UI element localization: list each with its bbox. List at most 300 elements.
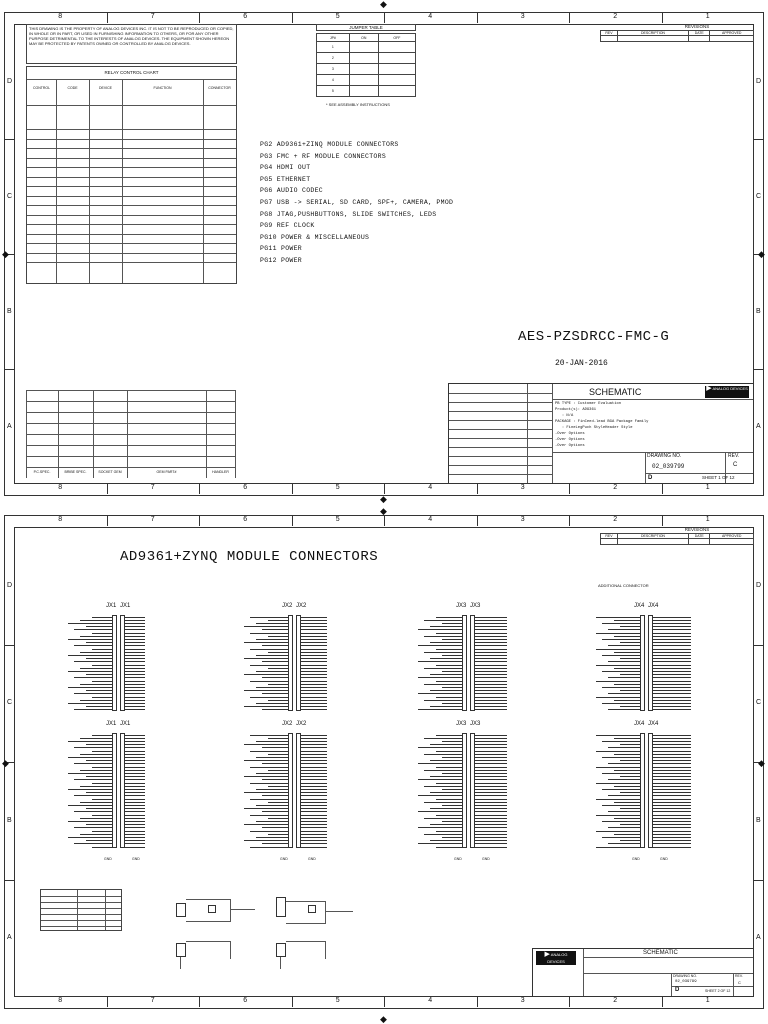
- connector-pin: [475, 738, 507, 739]
- connector-ref: JX3: [470, 603, 481, 609]
- connector-pin: [86, 824, 112, 825]
- connector-pin: [301, 751, 327, 752]
- connector-pin: [430, 760, 462, 761]
- zone-letter: A: [756, 422, 761, 430]
- connector-pin: [653, 786, 691, 787]
- jumper-col-header: OFF: [378, 34, 415, 42]
- connector-pin: [125, 763, 145, 764]
- center-mark-bottom: ◆: [380, 1014, 387, 1024]
- connector-pin: [125, 837, 145, 838]
- connector-ref: JX4: [648, 721, 659, 727]
- schematic-line: [449, 393, 552, 394]
- center-mark-right: ◆: [758, 249, 765, 259]
- connector-pin: [301, 767, 327, 768]
- connector-body: [462, 733, 467, 848]
- connector-pin: [442, 741, 462, 742]
- connector-pin: [602, 757, 640, 758]
- jumper-on-cell: [349, 53, 378, 64]
- connector-pin: [475, 760, 507, 761]
- connector-pin: [596, 799, 640, 800]
- connector-pin: [68, 655, 112, 656]
- connector-pin: [653, 773, 691, 774]
- page-title: AD9361+ZYNQ MODULE CONNECTORS: [120, 549, 379, 565]
- connector-pin: [602, 655, 640, 656]
- connector-pin: [475, 767, 507, 768]
- sheet-size: D: [675, 987, 680, 993]
- zone-tick: [662, 484, 663, 494]
- connector-pin: [80, 802, 112, 803]
- jumper-row: [317, 75, 416, 86]
- connector-pin: [250, 649, 288, 650]
- connector-pin: [653, 757, 691, 758]
- schematic-line: [41, 902, 121, 903]
- connector-pin: [436, 697, 462, 698]
- connector-pin: [653, 661, 691, 662]
- schematic-line: [27, 215, 236, 216]
- board-date: 20-JAN-2016: [555, 359, 608, 368]
- connector-pin: [475, 754, 507, 755]
- connector-pin: [653, 735, 691, 736]
- connector-pin: [125, 681, 145, 682]
- connector-pin: [596, 767, 640, 768]
- connector-pin: [430, 674, 462, 675]
- connector-pin: [262, 827, 288, 828]
- connector-pin: [301, 747, 327, 748]
- connector-pin: [125, 665, 145, 666]
- connector-pin: [430, 792, 462, 793]
- connector-pin: [653, 744, 691, 745]
- connector-pin: [125, 690, 145, 691]
- page-list-item: PG9 REF CLOCK: [260, 222, 315, 230]
- connector-pin: [125, 847, 145, 848]
- schematic-sheet-2: [0, 506, 768, 1024]
- connector-pin: [301, 687, 327, 688]
- connector-pin: [475, 811, 507, 812]
- zone-tick: [569, 997, 570, 1007]
- connector-body: [288, 615, 293, 711]
- zone-tick: [384, 13, 385, 23]
- connector-pin: [424, 738, 462, 739]
- zone-letter: D: [756, 581, 762, 589]
- zone-tick: [477, 484, 478, 494]
- center-mark-left: ◆: [2, 249, 9, 259]
- connector-pin: [301, 744, 327, 745]
- connector-pin: [620, 674, 640, 675]
- schematic-line: [27, 139, 236, 140]
- schematic-line: [27, 234, 236, 235]
- zone-tick: [754, 369, 764, 370]
- schematic-line: [27, 253, 236, 254]
- connector-pin: [86, 760, 112, 761]
- connector-pin: [268, 754, 288, 755]
- connector-pin: [442, 671, 462, 672]
- connector-pin: [125, 671, 145, 672]
- connector-pin: [620, 658, 640, 659]
- connector-pin: [301, 642, 327, 643]
- connector-pin: [92, 815, 112, 816]
- center-mark-bottom: ◆: [380, 494, 387, 504]
- connector-pin: [80, 652, 112, 653]
- jumper-row: [317, 42, 416, 53]
- connector-pin: [602, 671, 640, 672]
- schematic-label: SCHEMATIC: [589, 387, 642, 397]
- connector-pin: [125, 658, 145, 659]
- connector-pin: [653, 815, 691, 816]
- relay-chart-header: FUNCTION: [153, 86, 172, 90]
- connector-pin: [653, 770, 691, 771]
- connector-pin: [125, 655, 145, 656]
- connector-pin: [125, 815, 145, 816]
- connector-pin: [653, 831, 691, 832]
- revisions-block: [600, 527, 754, 547]
- connector-pin: [262, 795, 288, 796]
- page-list-item: PG5 ETHERNET: [260, 175, 311, 183]
- connector-pin: [596, 617, 640, 618]
- connector-pin: [653, 633, 691, 634]
- connector-ref: JX3: [456, 721, 467, 727]
- connector-pin: [442, 623, 462, 624]
- connector-pin: [475, 703, 507, 704]
- connector-pin: [653, 805, 691, 806]
- connector-pin: [256, 773, 288, 774]
- connector-pin: [244, 642, 288, 643]
- connector-pin: [268, 652, 288, 653]
- connector-pin: [436, 831, 462, 832]
- zone-letter: C: [756, 699, 762, 707]
- connector-pin: [430, 776, 462, 777]
- filter-circuit-1: [168, 887, 258, 927]
- jumper-number: 3: [317, 64, 350, 75]
- zone-tick: [662, 516, 663, 526]
- connector-pin: [244, 840, 288, 841]
- ground-label: GND: [104, 857, 112, 861]
- jumper-number: 4: [317, 75, 350, 86]
- rev-label: REV.: [735, 974, 743, 978]
- connector-pin: [125, 773, 145, 774]
- connector-ref: JX2: [296, 721, 307, 727]
- additional-connector-label: ADDITIONAL CONNECTOR: [598, 583, 649, 588]
- sheet-size: D: [648, 475, 653, 481]
- connector-pin: [608, 629, 640, 630]
- connector-pin: [442, 687, 462, 688]
- connector-pin: [244, 674, 288, 675]
- connector-pin: [268, 786, 288, 787]
- connector-pin: [436, 735, 462, 736]
- connector-pin: [250, 617, 288, 618]
- page-list-item: PG11 POWER: [260, 245, 303, 253]
- connector-pin: [475, 818, 507, 819]
- connector-pin: [653, 776, 691, 777]
- title-block-desc-line: : N/A: [555, 414, 574, 418]
- connector-pin: [596, 783, 640, 784]
- connector-pin: [125, 700, 145, 701]
- parts-footer-label: OEM PART#: [156, 470, 177, 474]
- connector-pin: [653, 617, 691, 618]
- connector-pin: [653, 840, 691, 841]
- zone-tick: [662, 997, 663, 1007]
- connector-pin: [475, 652, 507, 653]
- center-mark-top: ◆: [380, 0, 387, 9]
- connector-pin: [80, 700, 112, 701]
- connector-pin: [244, 808, 288, 809]
- schematic-line: [235, 390, 236, 478]
- title-block-desc-line: -Over Options: [555, 444, 585, 448]
- connector-pin: [68, 671, 112, 672]
- connector-pin: [125, 834, 145, 835]
- connector-pin: [475, 620, 507, 621]
- connector-pin: [424, 620, 462, 621]
- connector-pin: [74, 661, 112, 662]
- connector-pin: [620, 744, 640, 745]
- connector-pin: [74, 843, 112, 844]
- connector-pin: [614, 636, 640, 637]
- notice-box: [26, 24, 237, 64]
- connector-pin: [614, 700, 640, 701]
- page-list-item: PG6 AUDIO CODEC: [260, 187, 324, 195]
- connector-ref: JX3: [456, 603, 467, 609]
- connector-pin: [125, 843, 145, 844]
- connector-pin: [250, 751, 288, 752]
- connector-pin: [262, 693, 288, 694]
- zone-number: 8: [58, 484, 63, 491]
- connector-pin: [125, 620, 145, 621]
- connector-pin: [602, 741, 640, 742]
- connector-pin: [608, 827, 640, 828]
- connector-pin: [430, 642, 462, 643]
- zone-letter: D: [7, 77, 13, 85]
- connector-pin: [620, 792, 640, 793]
- connector-pin: [475, 690, 507, 691]
- connector-pin: [475, 687, 507, 688]
- zone-number: 6: [243, 484, 248, 491]
- connector-pin: [80, 786, 112, 787]
- analog-devices-logo: ▶ ANALOG DEVICES: [705, 386, 749, 398]
- zone-number: 7: [150, 13, 155, 20]
- connector-pin: [74, 827, 112, 828]
- connector-ref: JX2: [296, 603, 307, 609]
- connector-pin: [301, 623, 327, 624]
- connector-body: [640, 733, 645, 848]
- connector-pin: [602, 837, 640, 838]
- connector-pin: [301, 811, 327, 812]
- zone-tick: [477, 13, 478, 23]
- connector-pin: [653, 684, 691, 685]
- connector-pin: [301, 840, 327, 841]
- zone-number: 8: [58, 997, 63, 1004]
- connector-pin: [475, 677, 507, 678]
- connector-pin: [653, 639, 691, 640]
- connector-pin: [653, 751, 691, 752]
- zone-letter: A: [7, 422, 12, 430]
- connector-pin: [125, 751, 145, 752]
- connector-pin: [418, 645, 462, 646]
- connector-pin: [475, 837, 507, 838]
- connector-pin: [418, 747, 462, 748]
- schematic-line: [449, 429, 552, 430]
- connector-pin: [262, 843, 288, 844]
- relay-chart-header: DEVICE: [98, 86, 113, 90]
- connector-pin: [125, 703, 145, 704]
- jumper-on-cell: [349, 75, 378, 86]
- zone-tick: [107, 997, 108, 1007]
- connector-pin: [424, 636, 462, 637]
- connector-pin: [74, 779, 112, 780]
- connector-pin: [430, 824, 462, 825]
- connector-pin: [301, 620, 327, 621]
- schematic-line: [27, 196, 236, 197]
- connector-pin: [268, 818, 288, 819]
- zone-tick: [292, 997, 293, 1007]
- connector-pin: [653, 818, 691, 819]
- connector-pin: [301, 636, 327, 637]
- zone-tick: [292, 484, 293, 494]
- connector-pin: [436, 617, 462, 618]
- connector-pin: [614, 684, 640, 685]
- connector-pin: [418, 827, 462, 828]
- zone-tick: [199, 997, 200, 1007]
- connector-pin: [475, 779, 507, 780]
- schematic-line: [449, 420, 552, 421]
- parts-footer-label: P.C.SPEC.: [33, 470, 51, 474]
- connector-pin: [653, 626, 691, 627]
- connector-pin: [475, 681, 507, 682]
- parts-footer-label: BRIBE SPEC.: [64, 470, 87, 474]
- connector-pin: [301, 639, 327, 640]
- zone-tick: [569, 13, 570, 23]
- connector-pin: [86, 792, 112, 793]
- zone-tick: [569, 516, 570, 526]
- title-block: [532, 948, 754, 997]
- connector-pin: [653, 674, 691, 675]
- ground-label: GND: [660, 857, 668, 861]
- page-list-item: PG12 POWER: [260, 256, 303, 264]
- connector-pin: [125, 757, 145, 758]
- connector-pin: [653, 779, 691, 780]
- zone-letter: B: [756, 307, 761, 315]
- zone-number: 7: [150, 484, 155, 491]
- connector-pin: [301, 847, 327, 848]
- connector-pin: [301, 824, 327, 825]
- parts-table: [26, 390, 237, 484]
- connector-pin: [430, 808, 462, 809]
- connector-pin: [80, 818, 112, 819]
- connector-pin: [620, 690, 640, 691]
- connector-pin: [262, 811, 288, 812]
- zone-tick: [754, 139, 764, 140]
- connector-pin: [653, 620, 691, 621]
- connector-pin: [430, 626, 462, 627]
- connector-pin: [301, 776, 327, 777]
- connector-pin: [653, 658, 691, 659]
- connector-pin: [418, 629, 462, 630]
- zone-tick: [199, 516, 200, 526]
- connector-pin: [92, 649, 112, 650]
- connector-pin: [608, 763, 640, 764]
- zone-tick: [4, 139, 14, 140]
- connector-pin: [602, 687, 640, 688]
- connector-pin: [608, 677, 640, 678]
- connector-pin: [436, 681, 462, 682]
- connector-pin: [86, 706, 112, 707]
- connector-pin: [301, 655, 327, 656]
- zone-number: 2: [613, 484, 618, 491]
- zone-letter: C: [756, 192, 762, 200]
- connector-pin: [653, 802, 691, 803]
- zone-tick: [662, 13, 663, 23]
- connector-pin: [436, 799, 462, 800]
- connector-pin: [80, 754, 112, 755]
- page-list-item: PG7 USB -> SERIAL, SD CARD, SPF+, CAMERA, PMOD: [260, 198, 454, 206]
- connector-pin: [301, 665, 327, 666]
- connector-pin: [86, 642, 112, 643]
- connector-pin: [268, 700, 288, 701]
- revisions-title: REVISIONS: [684, 527, 710, 532]
- connector-ref: JX2: [282, 721, 293, 727]
- schematic-line: [27, 148, 236, 149]
- connector-pin: [418, 693, 462, 694]
- connector-pin: [608, 811, 640, 812]
- zone-tick: [107, 484, 108, 494]
- connector-pin: [68, 623, 112, 624]
- rev-col-header: REV: [601, 534, 618, 539]
- schematic-line: [449, 465, 552, 466]
- schematic-line: [127, 390, 128, 478]
- relay-chart-title: RELAY CONTROL CHART: [104, 70, 159, 75]
- connector-pin: [250, 697, 288, 698]
- connector-pin: [602, 789, 640, 790]
- zone-number: 4: [428, 484, 433, 491]
- jumper-off-cell: [378, 64, 415, 75]
- connector-pin: [301, 738, 327, 739]
- connector-pin: [86, 776, 112, 777]
- schematic-line: [206, 390, 207, 478]
- connector-pin: [475, 827, 507, 828]
- page-list-item: PG2 AD9361+ZINQ MODULE CONNECTORS: [260, 141, 399, 148]
- connector-pin: [475, 626, 507, 627]
- jumper-on-cell: [349, 86, 378, 97]
- schematic-line: [27, 205, 236, 206]
- connector-pin: [68, 757, 112, 758]
- connector-pin: [268, 620, 288, 621]
- connector-pin: [614, 738, 640, 739]
- connector-pin: [418, 661, 462, 662]
- connector-pin: [125, 747, 145, 748]
- connector-pin: [80, 668, 112, 669]
- connector-pin: [653, 763, 691, 764]
- schematic-line: [41, 908, 121, 909]
- connector-ref: JX4: [634, 721, 645, 727]
- connector-pin: [475, 747, 507, 748]
- connector-pin: [608, 747, 640, 748]
- board-title: AES-PZSDRCC-FMC-G: [518, 329, 670, 345]
- schematic-line: [41, 920, 121, 921]
- zone-letter: D: [756, 77, 762, 85]
- page-list-item: PG3 FMC + RF MODULE CONNECTORS: [260, 152, 387, 160]
- zone-number: 7: [150, 997, 155, 1004]
- connector-pin: [244, 776, 288, 777]
- connector-pin: [125, 697, 145, 698]
- connector-pin: [125, 706, 145, 707]
- connector-pin: [653, 623, 691, 624]
- connector-pin: [475, 786, 507, 787]
- connector-pin: [475, 668, 507, 669]
- jumper-off-cell: [378, 75, 415, 86]
- connector-pin: [475, 847, 507, 848]
- center-mark-left: ◆: [2, 758, 9, 768]
- filter-circuit-4: [268, 935, 358, 975]
- connector-pin: [80, 620, 112, 621]
- connector-pin: [68, 639, 112, 640]
